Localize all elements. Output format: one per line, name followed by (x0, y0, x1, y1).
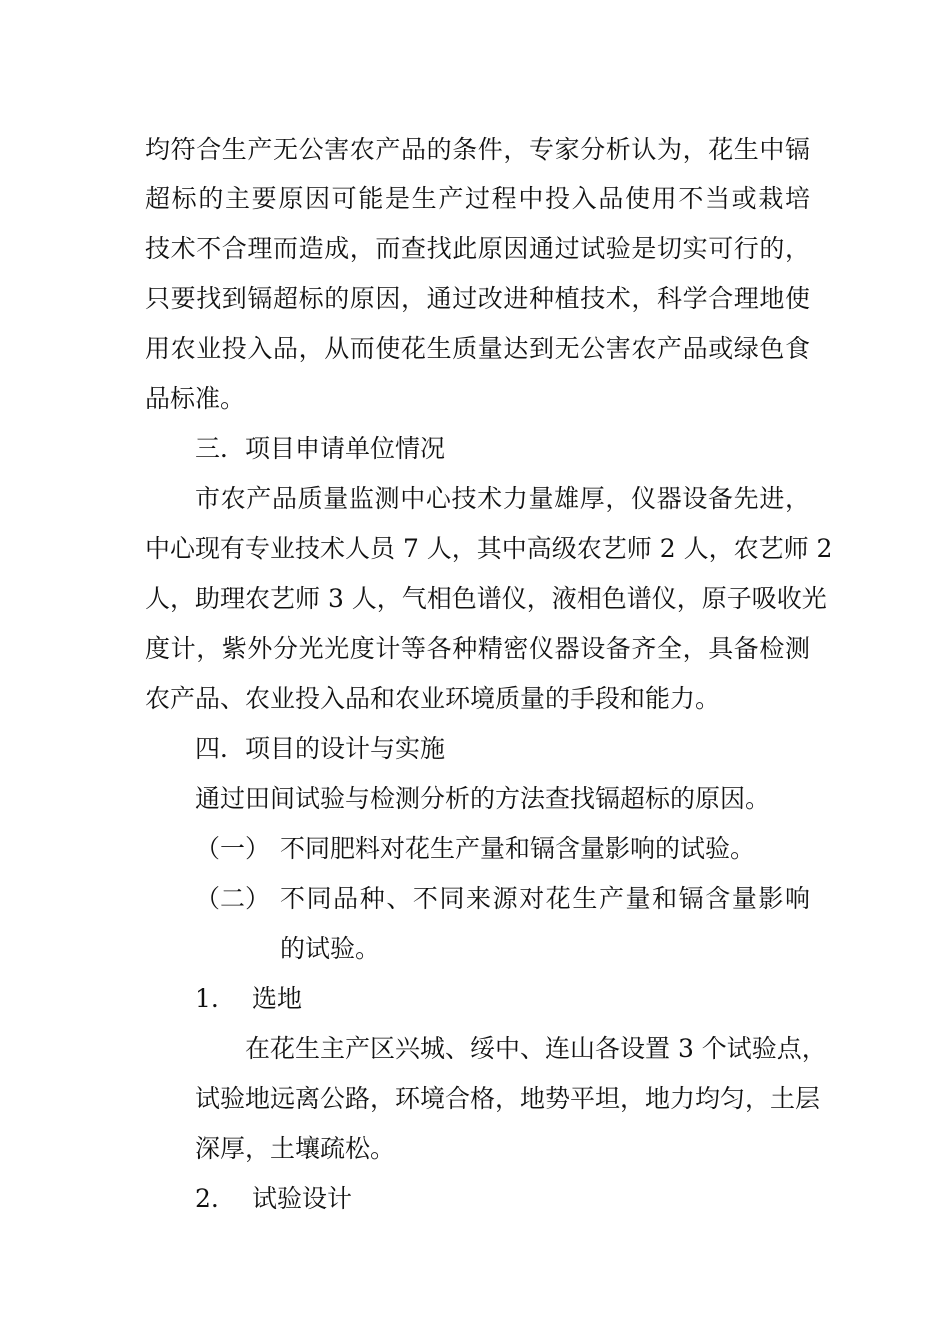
paragraph-line: 品标准。 (145, 384, 246, 413)
paragraph-line: 只要找到镉超标的原因，通过改进种植技术，科学合理地使 (145, 284, 810, 313)
paragraph-line: 超标的主要原因可能是生产过程中投入品使用不当或栽培 (145, 184, 810, 213)
paragraph-line: 技术不合理而造成，而查找此原因通过试验是切实可行的， (145, 234, 810, 263)
paragraph-line: 在花生主产区兴城、绥中、连山各设置 3 个试验点， (245, 1034, 827, 1063)
list-marker: （一） (195, 834, 271, 863)
section-heading: 三．项目申请单位情况 (195, 434, 446, 463)
subheading-number: 2. (195, 1184, 219, 1213)
section-heading: 四．项目的设计与实施 (195, 734, 446, 763)
paragraph-line: 试验地远离公路，环境合格，地势平坦，地力均匀，土层 (195, 1084, 821, 1113)
list-item-text: 的试验。 (280, 934, 381, 963)
subheading-number: 1. (195, 984, 219, 1013)
paragraph-line: 度计，紫外分光光度计等各种精密仪器设备齐全，具备检测 (145, 634, 810, 663)
paragraph-line: 人，助理农艺师 3 人，气相色谱仪，液相色谱仪，原子吸收光 (145, 584, 827, 613)
paragraph-line: 用农业投入品，从而使花生质量达到无公害农产品或绿色食 (145, 334, 810, 363)
paragraph-line: 均符合生产无公害农产品的条件，专家分析认为，花生中镉 (145, 135, 810, 164)
paragraph-line: 中心现有专业技术人员 7 人，其中高级农艺师 2 人，农艺师 2 (145, 534, 833, 563)
paragraph-line: 市农产品质量监测中心技术力量雄厚，仪器设备先进， (195, 484, 810, 513)
subheading-title: 选地 (252, 984, 303, 1013)
list-marker: （二） (195, 884, 271, 913)
list-item-text: 不同肥料对花生产量和镉含量影响的试验。 (280, 834, 756, 863)
list-item-text: 不同品种、不同来源对花生产量和镉含量影响 (280, 884, 810, 913)
paragraph-line: 深厚，土壤疏松。 (195, 1134, 396, 1163)
paragraph-line: 通过田间试验与检测分析的方法查找镉超标的原因。 (195, 784, 771, 813)
paragraph-line: 农产品、农业投入品和农业环境质量的手段和能力。 (145, 684, 721, 713)
subheading-title: 试验设计 (252, 1184, 353, 1213)
